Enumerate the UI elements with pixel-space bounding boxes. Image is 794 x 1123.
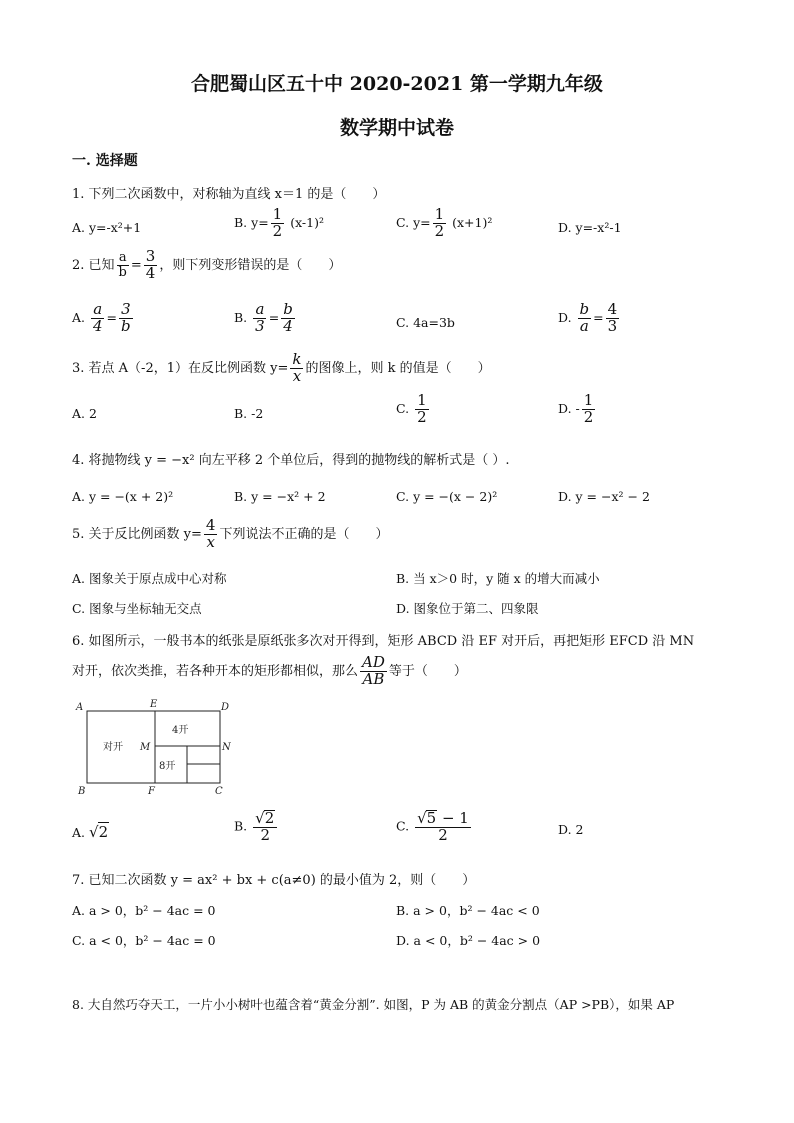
paper-folding-figure	[70, 698, 245, 798]
label-b: B	[78, 786, 86, 797]
label-a: A	[76, 702, 84, 713]
q5-option-b: B. 当 x＞0 时，y 随 x 的增大而减小	[396, 571, 600, 586]
q4-stem: 4. 将抛物线 y = −x² 向左平移 2 个单位后，得到的抛物线的解析式是（ ）.	[72, 453, 510, 468]
label-c: C	[215, 786, 223, 797]
q2-option-a: A. $\frac{a}{4}$ = $\frac{3}{b}$	[72, 300, 131, 335]
label-e: E	[150, 699, 158, 710]
q4-option-b: B. y = −x² + 2	[234, 489, 326, 504]
q4-option-c: C. y = −(x − 2)²	[396, 489, 498, 504]
q5-stem: 5. 关于反比例函数 y= $\frac{4}{x}$ 下列说法不正确的是（ ）	[72, 516, 389, 551]
q3-option-a: A. 2	[72, 406, 97, 421]
q8-stem: 8. 大自然巧夺天工，一片小小树叶也蕴含着“黄金分割”. 如图，P 为 AB 的黄金分割点（AP >PB），如果 AP	[72, 997, 675, 1012]
q7-option-d: D. a < 0，b² − 4ac > 0	[396, 933, 541, 948]
label-n: N	[222, 742, 231, 753]
label-quarter: 4开	[172, 725, 189, 736]
q5-option-c: C. 图象与坐标轴无交点	[72, 601, 202, 616]
q6-option-c: C. $\frac{√5 - 1}{2}$	[396, 809, 469, 844]
q6-option-b: B. $\frac{√2}{2}$	[234, 810, 279, 844]
label-m: M	[140, 742, 151, 753]
q6-option-a: A. √2	[72, 823, 109, 841]
label-half: 对开	[103, 742, 123, 753]
q3-option-d: D. - $\frac{1}{2}$	[558, 391, 594, 426]
q6-stem-line1: 6. 如图所示，一般书本的纸张是原纸张多次对开得到，矩形 ABCD 沿 EF 对开后，再把矩形 EFCD 沿 MN	[72, 634, 695, 649]
page-title: 合肥蜀山区五十中 2020-2021 第一学期九年级	[191, 73, 603, 95]
q1-option-d: D. y=-x²-1	[558, 220, 622, 235]
q5-option-d: D. 图象位于第二、四象限	[396, 601, 539, 616]
q2-option-b: B. $\frac{a}{3}$ = $\frac{b}{4}$	[234, 300, 293, 335]
q7-stem: 7. 已知二次函数 y = ax² + bx + c(a≠0) 的最小值为 2，则（ ）	[72, 873, 476, 888]
q4-option-a: A. y = −(x + 2)²	[72, 489, 174, 504]
label-eighth: 8开	[159, 761, 176, 772]
q4-option-d: D. y = −x² − 2	[558, 489, 650, 504]
section-heading: 一. 选择题	[72, 153, 138, 169]
label-d: D	[221, 702, 230, 713]
q7-option-c: C. a < 0，b² − 4ac = 0	[72, 933, 216, 948]
q6-option-d: D. 2	[558, 822, 584, 837]
q2-option-c: C. 4a=3b	[396, 315, 455, 330]
q1-option-c: C. y= $\frac{1}{2}$ (x+1)²	[396, 205, 493, 240]
label-f: F	[148, 786, 155, 797]
q1-option-a: A. y=-x²+1	[72, 220, 142, 235]
q2-stem: 2. 已知 $\frac{a}{b}$ = $\frac{3}{4}$ ，则下列变形错误的是（ ）	[72, 247, 342, 282]
q1-option-b: B. y= $\frac{1}{2}$ (x-1)²	[234, 205, 324, 240]
q3-option-c: C. $\frac{1}{2}$	[396, 391, 427, 426]
q2-option-d: D. $\frac{b}{a}$ = $\frac{4}{3}$	[558, 300, 618, 335]
q3-option-b: B. -2	[234, 406, 264, 421]
page-subtitle: 数学期中试卷	[339, 117, 454, 139]
q7-option-a: A. a > 0，b² − 4ac = 0	[72, 903, 216, 918]
q7-option-b: B. a > 0，b² − 4ac < 0	[396, 903, 540, 918]
q6-stem-line2: 对开，依次类推，若各种开本的矩形都相似，那么 $\frac{AD}{AB}$ 等于（ ）	[72, 653, 467, 688]
q1-stem: 1. 下列二次函数中，对称轴为直线 x＝1 的是（ ）	[72, 187, 386, 202]
q5-option-a: A. 图象关于原点成中心对称	[72, 571, 227, 586]
q3-stem: 3. 若点 A（-2，1）在反比例函数 y= $\frac{k}{x}$ 的图像上，则 k 的值是（ ）	[72, 350, 491, 385]
